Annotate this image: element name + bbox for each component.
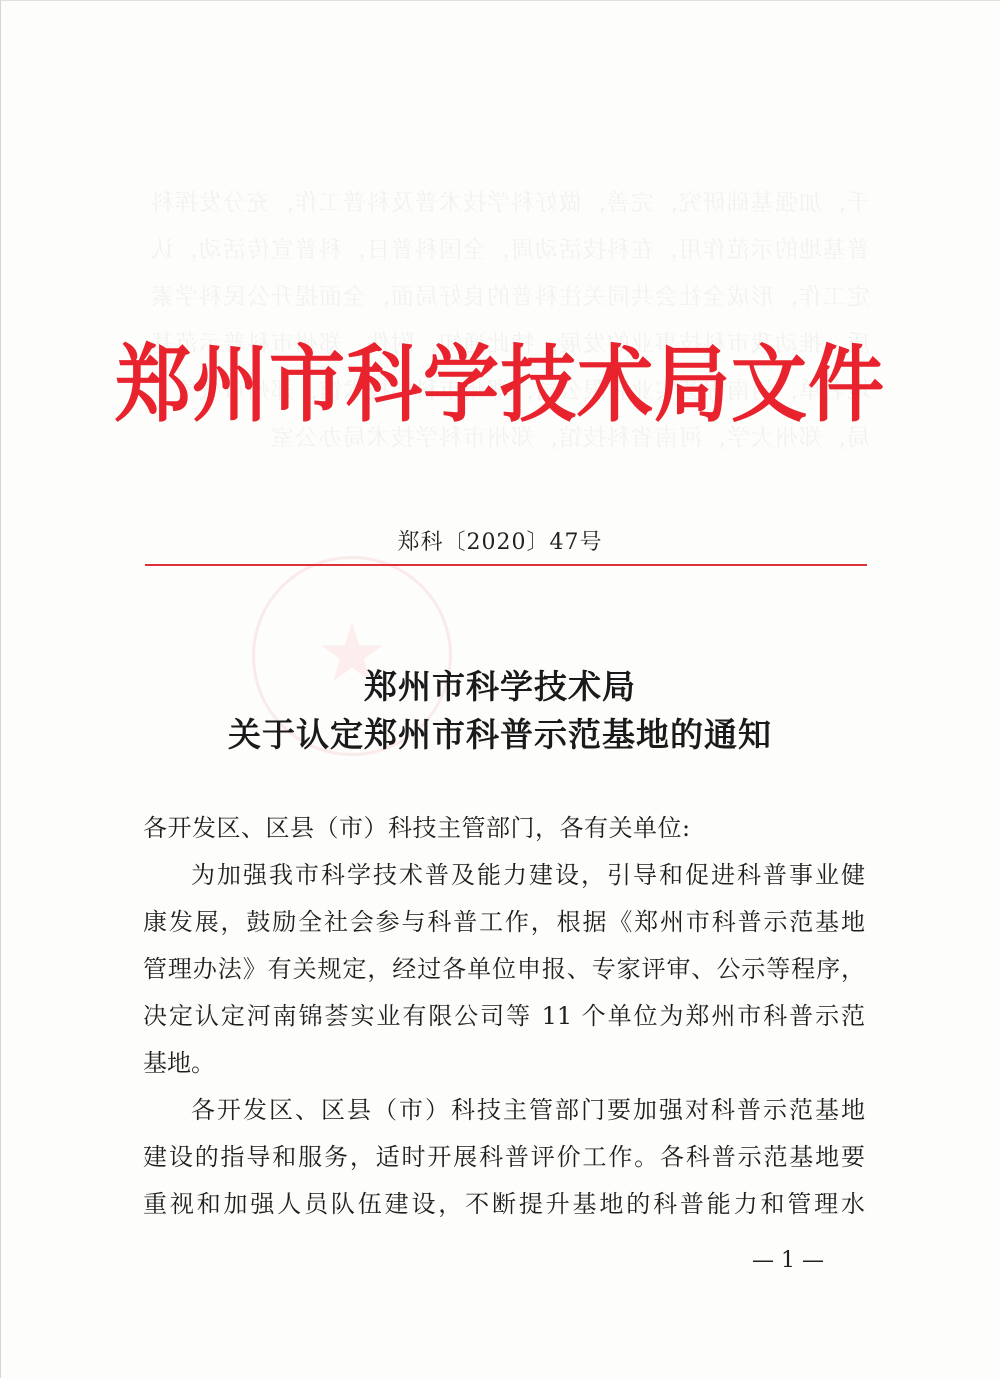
paragraph-2-line-1: 各开发区、区县（市）科技主管部门要加强对科普示范基地 <box>191 1096 865 1124</box>
paragraph-1-line-5: 基地。 <box>143 1049 215 1077</box>
notice-title-line-2: 关于认定郑州市科普示范基地的通知 <box>228 715 772 754</box>
salutation: 各开发区、区县（市）科技主管部门，各有关单位: <box>143 814 691 842</box>
document-header-title: 郑州市科学技术局文件 <box>115 335 885 434</box>
seal-star-icon: ★ <box>316 607 388 700</box>
paragraph-1-line-2: 康发展，鼓励全社会参与科普工作，根据《郑州市科普示范基地 <box>143 908 865 936</box>
paragraph-2-line-2: 建设的指导和服务，适时开展科普评价工作。各科普示范基地要 <box>143 1143 865 1171</box>
paragraph-1-line-1: 为加强我市科学技术普及能力建设，引导和促进科普事业健 <box>191 861 865 889</box>
paragraph-1-line-3: 管理办法》有关规定，经过各单位申报、专家评审、公示等程序， <box>143 955 865 983</box>
document-number: 郑科〔2020〕47号 <box>397 530 603 555</box>
page-number: — 1 — <box>752 1248 824 1273</box>
notice-title-line-1: 郑州市科学技术局 <box>364 667 636 706</box>
red-divider-line <box>145 564 867 566</box>
paragraph-2-line-3: 重视和加强人员队伍建设，不断提升基地的科普能力和管理水 <box>143 1190 865 1218</box>
paragraph-1-line-4: 决定认定河南锦荟实业有限公司等 11 个单位为郑州市科普示范 <box>143 1002 865 1030</box>
